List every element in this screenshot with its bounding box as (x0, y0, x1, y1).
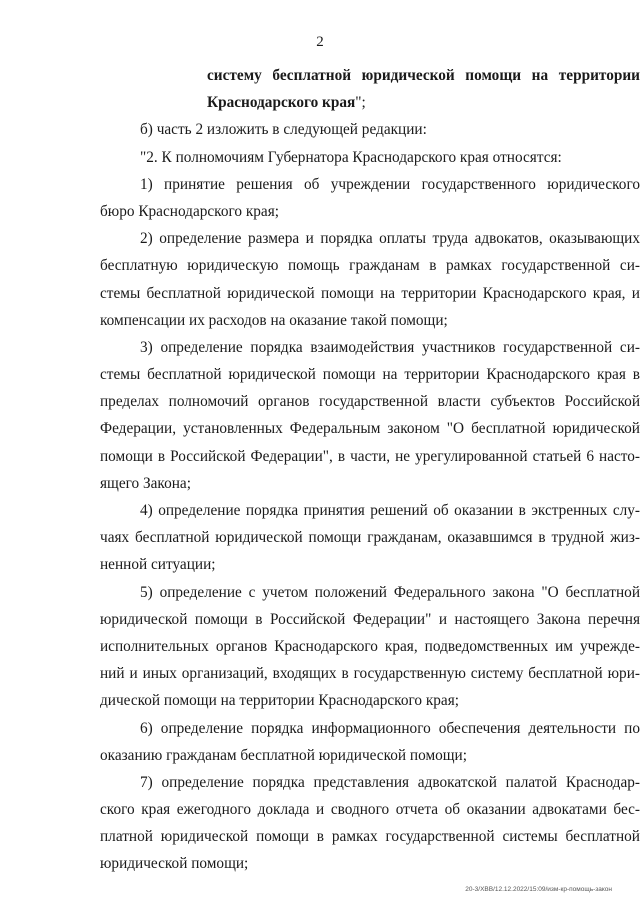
text-line: ящего Закона; (100, 474, 191, 492)
text-line: пределах полномочий органов государственной власти субъектов Российской (100, 393, 640, 411)
text-line: "2. К полномочиям Губернатора Краснодарского края относятся: (140, 148, 562, 166)
text-line: ского края ежегодного доклада и сводного отчета об оказании адвокатами бес- (100, 801, 640, 819)
document-body (100, 62, 640, 878)
text-line: дической помощи на территории Краснодарского края; (100, 692, 459, 710)
text-line: 4) определение порядка принятия решений об оказании в экстренных слу- (140, 502, 640, 519)
bold-text: Краснодарского края (207, 94, 356, 112)
text-line: Федерации, установленных Федеральным законом "О бесплатной юридической (100, 420, 640, 438)
text-line: 7) определение порядка представления адвокатской палатой Краснодар- (140, 773, 640, 791)
text-line: б) часть 2 изложить в следующей редакции: (140, 121, 427, 139)
text-line: 3) определение порядка взаимодействия участников государственной си- (140, 338, 640, 356)
text-line: чаях бесплатной юридической помощи гражданам, оказавшимся в трудной жиз- (100, 529, 640, 547)
text-line: компенсации их расходов на оказание такой помощи; (100, 311, 448, 329)
text-line: платной юридической помощи в рамках государственной системы бесплатной (100, 828, 640, 846)
page-number: 2 (316, 34, 324, 50)
text-line: 2) определение размера и порядка оплаты труда адвокатов, оказывающих (140, 230, 640, 248)
text-line: 6) определение порядка информационного обеспечения деятельности по (140, 719, 640, 737)
footer-document-code: 20-3/ХВВ/12.12.2022/15:09/изм-кр-помощь-закон (465, 886, 612, 893)
text-line: стемы бесплатной юридической помощи на территории Краснодарского края, и (100, 284, 640, 302)
text-line: 1) принятие решения об учреждении государственного юридического (140, 175, 640, 193)
text-line: ненной ситуации; (100, 556, 216, 574)
text-line: исполнительных органов Краснодарского края, подведомственных им учрежде- (100, 637, 640, 655)
text-line: 5) определение с учетом положений Федерального закона "О бесплатной (140, 583, 640, 601)
text-line: оказанию гражданам бесплатной юридической помощи; (100, 746, 467, 764)
plain-text: "; (355, 94, 366, 112)
text-line: помощи в Российской Федерации", в части, не урегулированной статьей 6 насто- (100, 447, 640, 465)
text-line (100, 89, 640, 116)
text-line: стемы бесплатной юридической помощи на территории Краснодарского края в (100, 366, 640, 384)
text-line: систему бесплатной юридической помощи на территории (207, 67, 640, 84)
text-line: ний и иных организаций, входящих в государственную систему бесплатной юри- (100, 665, 640, 683)
text-line: юридической помощи в Российской Федерации" и настоящего Закона перечня (100, 610, 640, 628)
text-line: бесплатную юридическую помощь гражданам в рамках государственной си- (100, 257, 640, 275)
text-line: бюро Краснодарского края; (100, 202, 279, 220)
text-line: юридической помощи; (100, 855, 249, 873)
